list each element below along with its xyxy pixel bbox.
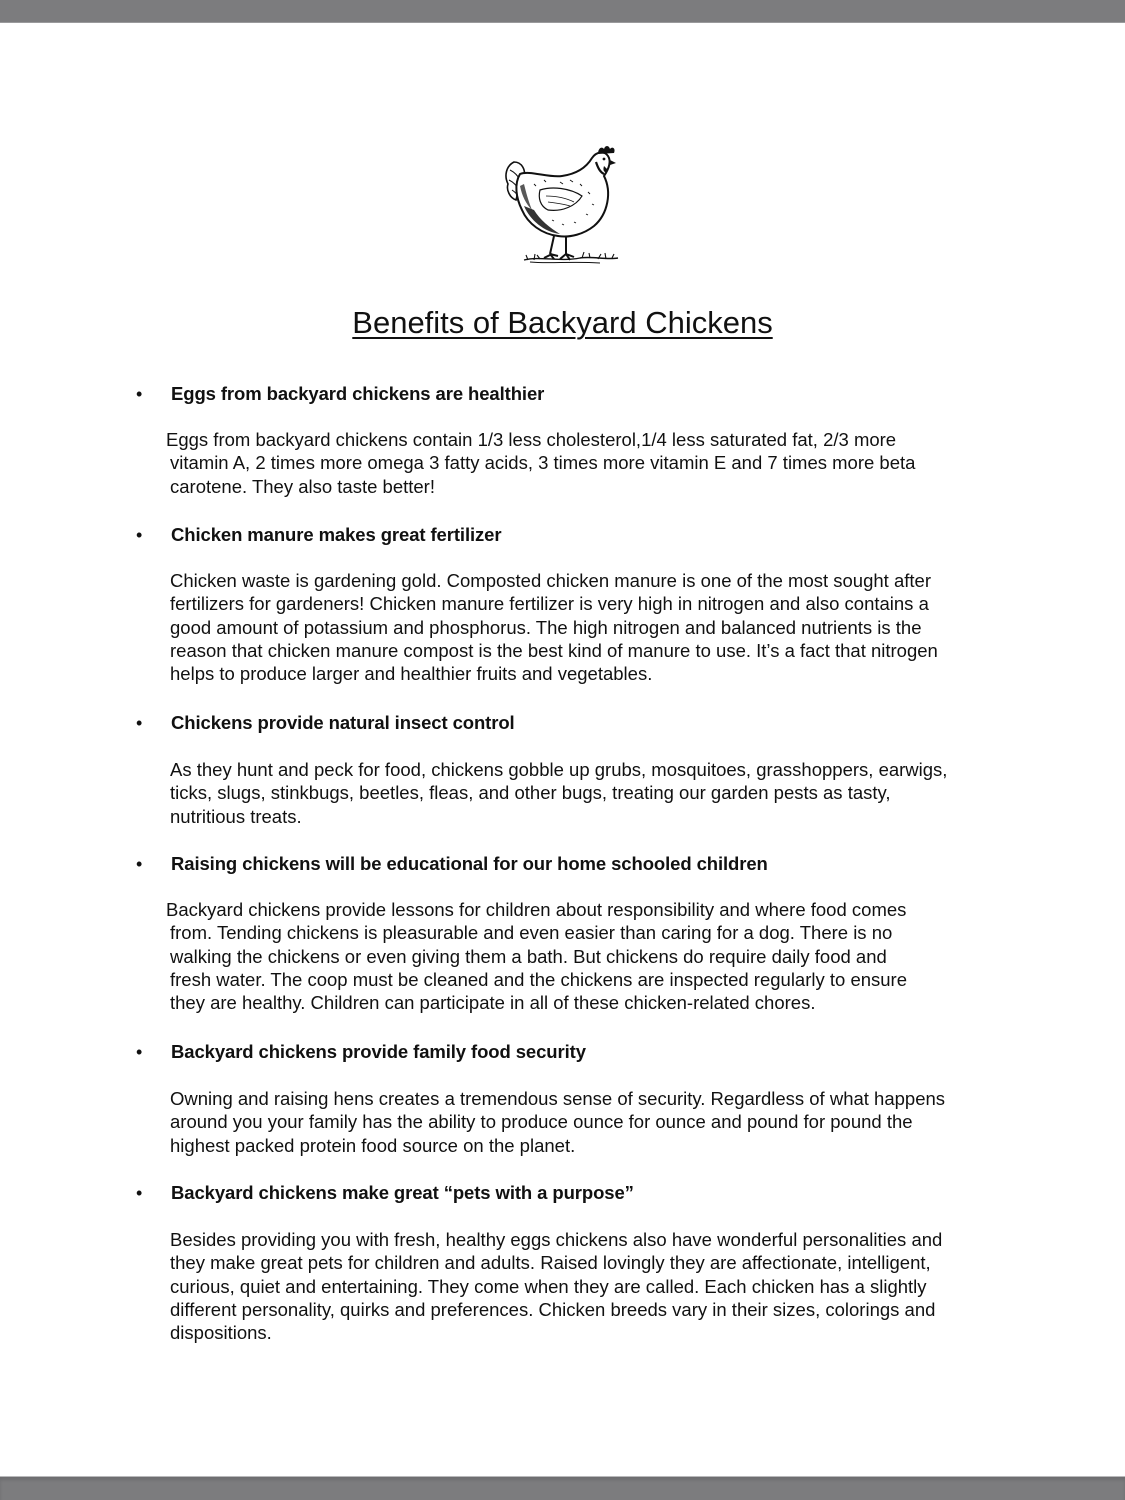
body-line: dispositions. [170, 1322, 272, 1344]
body-line: nutritious treats. [170, 805, 302, 827]
body-line: As they hunt and peck for food, chickens gobble up grubs, mosquitoes, grasshoppers, earwigs, [170, 759, 948, 780]
body-line: walking the chickens or even giving them a bath. But chickens do require daily food and [170, 945, 887, 967]
benefit-section-pets [0, 1181, 1125, 1344]
bullet-heading-row [0, 1040, 1125, 1064]
section-body [170, 1087, 1030, 1157]
body-line: curious, quiet and entertaining. They come when they are called. Each chicken has a slightly [170, 1275, 927, 1297]
body-line: vitamin A, 2 times more omega 3 fatty acids, 3 times more vitamin E and 7 times more beta [170, 452, 916, 474]
section-heading: Raising chickens will be educational for our home schooled children [171, 853, 768, 874]
section-body [166, 898, 1030, 1014]
body-line: good amount of potassium and phosphorus. The high nitrogen and balanced nutrients is the [170, 616, 922, 638]
document-title: Benefits of Backyard Chickens [352, 305, 773, 340]
bullet-icon: • [136, 713, 143, 733]
body-line: Chicken waste is gardening gold. Composted chicken manure is one of the most sought after [170, 570, 931, 591]
body-line: from. Tending chickens is pleasurable and even easier than caring for a dog. There is no [170, 922, 893, 944]
body-line: different personality, quirks and preferences. Chicken breeds vary in their sizes, colorings and [170, 1298, 936, 1320]
section-body [170, 569, 1030, 685]
bullet-icon: • [136, 1042, 143, 1062]
body-line: they make great pets for children and adults. Raised lovingly they are affectionate, intelligent, [170, 1252, 931, 1274]
body-line: highest packed protein food source on the planet. [170, 1134, 576, 1156]
section-heading: Backyard chickens provide family food security [171, 1041, 586, 1062]
body-line: helps to produce larger and healthier fruits and vegetables. [170, 663, 653, 685]
body-line: Eggs from backyard chickens contain 1/3 less cholesterol,1/4 less saturated fat, 2/3 more [166, 429, 897, 450]
viewer-top-bar [0, 0, 1125, 23]
body-line: fertilizers for gardeners! Chicken manure fertilizer is very high in nitrogen and also contains a [170, 593, 929, 615]
section-heading: Chicken manure makes great fertilizer [171, 524, 502, 545]
body-line: they are healthy. Children can participate in all of these chicken-related chores. [170, 992, 816, 1014]
benefit-section-food-security [0, 1040, 1125, 1156]
benefit-section-fertilizer [0, 523, 1125, 685]
viewer-bottom-bar [0, 1476, 1125, 1500]
body-line: ticks, slugs, stinkbugs, beetles, fleas, and other bugs, treating our garden pests as tasty, [170, 782, 891, 804]
hen-illustration-icon [500, 140, 625, 268]
body-line: carotene. They also taste better! [170, 475, 435, 497]
section-heading: Chickens provide natural insect control [171, 712, 515, 733]
benefit-section-education [0, 852, 1125, 1014]
body-line: fresh water. The coop must be cleaned and the chickens are inspected regularly to ensure [170, 968, 908, 990]
body-line: around you your family has the ability to produce ounce for ounce and pound for pound the [170, 1111, 913, 1133]
section-body [170, 758, 1030, 828]
bullet-heading-row [0, 382, 1125, 406]
bullet-heading-row [0, 711, 1125, 735]
bullet-icon: • [136, 1183, 143, 1203]
benefit-section-insect-control [0, 711, 1125, 827]
bullet-icon: • [136, 384, 143, 404]
bullet-heading-row [0, 852, 1125, 876]
section-heading: Eggs from backyard chickens are healthier [171, 383, 545, 404]
section-body [166, 428, 1030, 498]
bullet-icon: • [136, 854, 143, 874]
body-line: Besides providing you with fresh, healthy eggs chickens also have wonderful personalities and [170, 1229, 943, 1250]
benefit-section-eggs [0, 382, 1125, 497]
section-heading: Backyard chickens make great “pets with a purpose” [171, 1182, 634, 1203]
bullet-icon: • [136, 525, 143, 545]
section-body [170, 1228, 1030, 1344]
body-line: reason that chicken manure compost is the best kind of manure to use. It’s a fact that nitrogen [170, 639, 938, 661]
bullet-heading-row [0, 523, 1125, 547]
bullet-heading-row [0, 1181, 1125, 1205]
body-line: Backyard chickens provide lessons for children about responsibility and where food comes [166, 899, 907, 920]
body-line: Owning and raising hens creates a tremendous sense of security. Regardless of what happens [170, 1088, 946, 1109]
